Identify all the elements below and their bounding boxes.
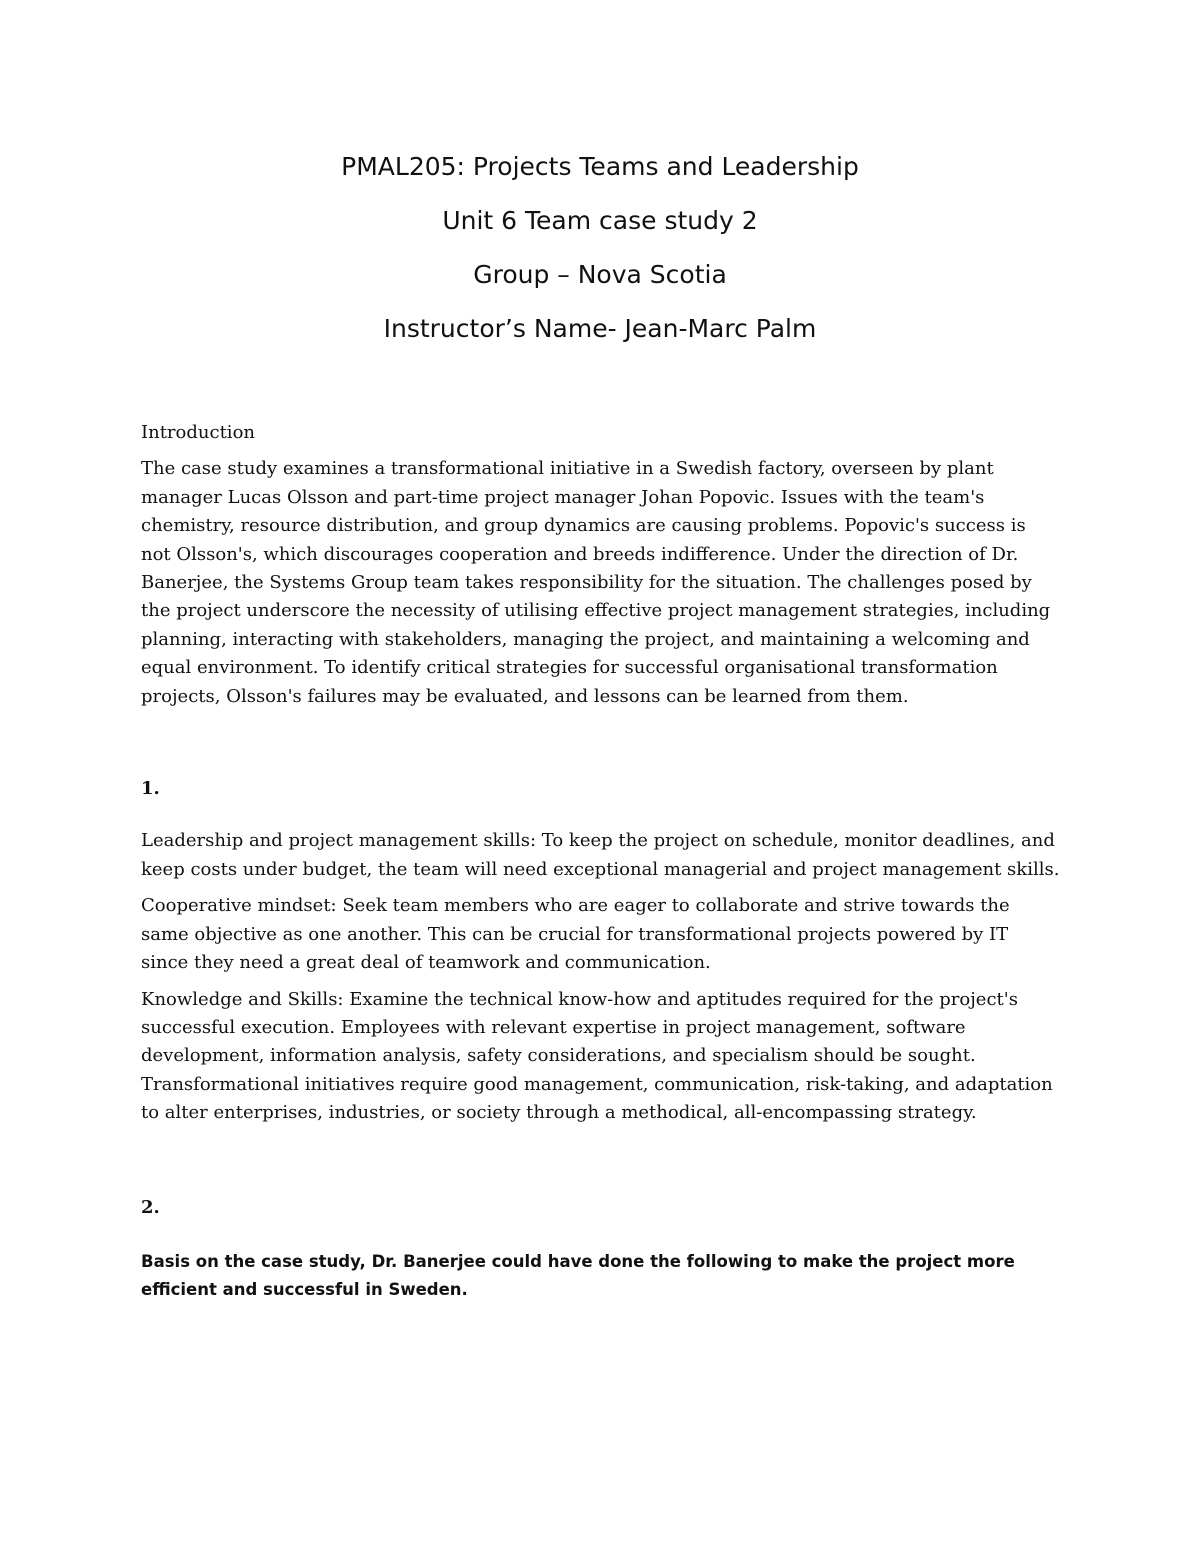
section-1-paragraph-leadership: Leadership and project management skills: To keep the project on schedule, monitor deadlines, and keep costs under budget, the team will need exceptional managerial and project management skills. xyxy=(141,830,1060,880)
instructor-name: Instructor’s Name- Jean-Marc Palm xyxy=(383,314,817,343)
introduction-heading: Introduction xyxy=(141,422,255,443)
title-block xyxy=(0,140,1200,356)
document-body xyxy=(141,419,1061,1312)
group-name: Group – Nova Scotia xyxy=(473,260,727,289)
section-1-paragraph-knowledge: Knowledge and Skills: Examine the technical know-how and aptitudes required for the project's successful execution. Employees with relevant expertise in project management, software development, information analysis, safety considerations, and specialism should be sought. Transformational initiatives require good management, communication, risk-taking, and adaptation to alter enterprises, industries, or society through a methodical, all-encompassing strategy. xyxy=(141,988,1053,1124)
section-2-paragraph: Basis on the case study, Dr. Banerjee could have done the following to make the project more efficient and successful in Sweden. xyxy=(141,1251,1015,1299)
spacer xyxy=(141,1230,1061,1248)
spacer xyxy=(141,811,1061,827)
spacer xyxy=(141,1136,1061,1194)
unit-title: Unit 6 Team case study 2 xyxy=(442,206,758,235)
section-2-number: 2. xyxy=(141,1196,160,1218)
introduction-paragraph: The case study examines a transformational initiative in a Swedish factory, overseen by plant manager Lucas Olsson and part-time project manager Johan Popovic. Issues with the team's chemistry, resource distribution, and group dynamics are causing problems. Popovic's success is not Olsson's, which discourages cooperation and breeds indifference. Under the direction of Dr. Banerjee, the Systems Group team takes responsibility for the situation. The challenges posed by the project underscore the necessity of utilising effective project management strategies, including planning, interacting with stakeholders, managing the project, and maintaining a welcoming and equal environment. To identify critical strategies for successful organisational transformation projects, Olsson's failures may be evaluated, and lessons can be learned from them. xyxy=(141,458,1051,707)
spacer xyxy=(141,719,1061,775)
course-title: PMAL205: Projects Teams and Leadership xyxy=(341,152,859,181)
section-1-number: 1. xyxy=(141,778,160,800)
section-1-paragraph-cooperative: Cooperative mindset: Seek team members who are eager to collaborate and strive towards the same objective as one another. This can be crucial for transformational projects powered by IT since they need a great deal of teamwork and communication. xyxy=(141,895,1010,974)
